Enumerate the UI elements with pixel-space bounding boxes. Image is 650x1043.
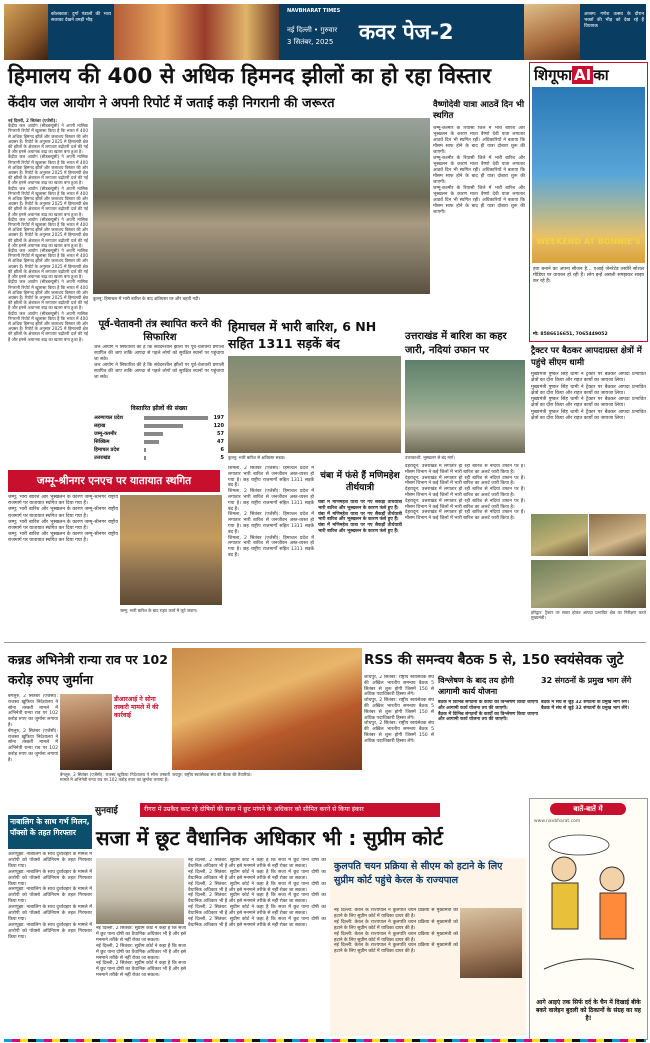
- dhami-photo-2: [589, 514, 646, 556]
- dhami-photo-3: [531, 560, 646, 608]
- ranya-text: बेंगलुरु, 2 सितंबर (एजेंसी): राजस्व खुफिया निदेशालय ने सोना तस्करी मामले में अभिनेत्री रान्या राव पर 102 करोड़ रुपए का जुर्माना लगाया है।: [8, 694, 58, 728]
- minor-text: अलप्पुझा: नाबालिग के साथ दुर्व्यवहार के मामले में आरोपी को पॉक्सो अधिनियम के तहत गिरफ्तार किया गया।: [8, 852, 92, 869]
- ai-ad: [529, 62, 648, 342]
- jammu-text-2: जम्मू: भारी बारिश और भूस्खलन के कारण जम्मू-श्रीनगर राष्ट्रीय राजमार्ग पर यातायात स्थगित कर दिया गया है।: [8, 507, 118, 519]
- ticker-text: रीगरा में उम्रकैद काट रहे दोषियों की सजा में छूट मांगने के अधिकार को सीमित करने से किया इंकार: [140, 803, 440, 817]
- paper-name: NAVBHARAT TIMES: [287, 8, 341, 14]
- lake-table-row: [94, 454, 224, 462]
- lake-table-title: विस्तारित झीलों की संख्या: [130, 405, 188, 412]
- lake-table-row: [94, 438, 224, 446]
- dhami-text-4: मुख्यमंत्री पुष्कर सिंह धामी ने ट्रैक्टर पर बैठकर आपदा प्रभावित क्षेत्रों का दौरा किया और राहत कार्यों का जायजा लिया।: [531, 409, 646, 422]
- rss-text-3: जोधपुर, 2 सितंबर: राष्ट्रीय स्वयंसेवक संघ की अखिल भारतीय समन्वय बैठक 5 सितंबर से शुरू होगी जिसमें 150 से अधिक पदाधिकारी हिस्सा लेंगे।: [364, 721, 434, 744]
- lead-body-text-5: केंद्रीय जल आयोग (सीडब्ल्यूसी) ने अपनी मासिक निगरानी रिपोर्ट में खुलासा किया है कि भारत में 400 से अधिक हिमनद झीलें और जलाशय विस्तार की ओर अग्रसर हैं। रिपोर्ट के अनुसार 2025 में हिमालयी क्षेत्र की झीलों के क्षेत्रफल में लगातार बढ़ोतरी दर्ज की गई है और इनसे अचानक बाढ़ का खतरा बना हुआ है।: [8, 248, 88, 280]
- jammu-headline: जम्मू-श्रीनगर एनएच पर यातायात स्थगित: [8, 470, 220, 492]
- masthead-left-text: कोलकाता: दुर्गा पंडालों की भव्य सजावट देखने उमड़ी भीड़: [51, 12, 111, 23]
- supreme-text: नई दिल्ली, 2 सितंबर: सुप्रीम कोर्ट ने कहा है कि सजा में छूट पाना दोषी का वैधानिक अधिकार भी है और इसे मनमाने तरीके से नहीं रोका जा सकता।: [96, 926, 186, 943]
- himachal-text-2: शिमला, 2 सितंबर (एजेंसी): हिमाचल प्रदेश में लगातार भारी बारिश से जनजीवन अस्त-व्यस्त हो गया है। छह राष्ट्रीय राजमार्गों सहित 1311 सड़कें बंद हैं।: [228, 489, 314, 512]
- early-warning-text-2: जल आयोग ने सिफारिश की है कि संवेदनशील झीलों पर पूर्व-चेतावनी प्रणाली स्थापित की जाए ताकि आपदा से पहले लोगों को सुरक्षित स्थानों पर पहुंचाया जा सके।: [94, 363, 224, 380]
- ranya-photo: [60, 694, 112, 770]
- early-warning-headline: पूर्व-चेतावनी तंत्र स्थापित करने की सिफारिश: [98, 319, 222, 343]
- dhami-body: [531, 372, 646, 512]
- rss-headline: RSS की समन्वय बैठक 5 से, 150 स्वयंसेवक जुटे: [364, 652, 624, 668]
- supreme-body: [96, 926, 186, 1036]
- ad-brand: [534, 65, 609, 85]
- supreme-court-photo: [96, 858, 184, 924]
- masthead-crowd-photo: [114, 4, 279, 60]
- dhami-caption: हरिद्वार: ट्रैक्टर पर सवार होकर आपदा प्रभावित क्षेत्र का निरीक्षण करते मुख्यमंत्री।: [531, 610, 646, 621]
- edition: नई दिल्ली • गुरुवार: [287, 26, 338, 34]
- ad-body: हवा बनाने का अपना सीजन है... एआई जेनरेटेड तस्वीरें सोशल मीडिया पर वायरल हो रही हैं। लोग इन्हें असली समझकर साझा कर रहे हैं।: [533, 267, 644, 285]
- vishleshan-text: बैठक में विभिन्न संगठनों के कार्यों का विश्लेषण किया जाएगा और आगामी कार्य योजना तय की जाएगी।: [438, 700, 538, 711]
- early-warning-text: जल आयोग ने सिफारिश की है कि संवेदनशील झीलों पर पूर्व-चेतावनी प्रणाली स्थापित की जाए ताकि आपदा से पहले लोगों को सुरक्षित स्थानों पर पहुंचाया जा सके।: [94, 345, 224, 362]
- supreme-text-9: नई दिल्ली, 2 सितंबर: सुप्रीम कोर्ट ने कहा है कि सजा में छूट पाना दोषी का वैधानिक अधिकार भी है और इसे मनमाने तरीके से नहीं रोका जा सकता।: [188, 917, 326, 928]
- lake-table-bar: [144, 440, 159, 444]
- uttarakhand-photo: [405, 360, 525, 453]
- ranya-text-2: बेंगलुरु, 2 सितंबर (एजेंसी): राजस्व खुफिया निदेशालय ने सोना तस्करी मामले में अभिनेत्री रान्या राव पर 102 करोड़ रुपए का जुर्माना लगाया है।: [8, 728, 58, 763]
- footer-site: www.navbharat.com: [534, 819, 581, 824]
- jammu-photo: [120, 495, 222, 605]
- ad-poster: [532, 87, 645, 263]
- lake-table-label: हिमाचल प्रदेश: [94, 447, 120, 453]
- issue-date: 3 सितंबर, 2025: [287, 38, 334, 46]
- vishleshan-text-2: बैठक में विभिन्न संगठनों के कार्यों का विश्लेषण किया जाएगा और आगामी कार्य योजना तय की जाएगी।: [438, 711, 538, 723]
- kerala-text-2: नई दिल्ली: केरल के राज्यपाल ने कुलपति चयन प्रक्रिया से मुख्यमंत्री को हटाने के लिए सुप्रीम कोर्ट में याचिका दायर की है।: [334, 919, 458, 931]
- page-title: कवर पेज-2: [359, 20, 454, 44]
- minor-text-2: अलप्पुझा: नाबालिग के साथ दुर्व्यवहार के मामले में आरोपी को पॉक्सो अधिनियम के तहत गिरफ्तार किया गया।: [8, 869, 92, 887]
- uttarakhand-caption: उत्तरकाशी: भूस्खलन से बंद मार्ग।: [405, 455, 455, 460]
- kerala-headline: कुलपति चयन प्रक्रिया से सीएम को हटाने के लिए सुप्रीम कोर्ट पहुंचे केरल के राज्यपाल: [334, 861, 503, 886]
- rss-text: जोधपुर, 2 सितंबर: राष्ट्रीय स्वयंसेवक संघ की अखिल भारतीय समन्वय बैठक 5 सितंबर से शुरू होगी जिसमें 150 से अधिक पदाधिकारी हिस्सा लेंगे।: [364, 675, 434, 698]
- lake-table-label: अरुणाचल प्रदेश: [94, 415, 123, 421]
- cartoon-box: [529, 798, 648, 1040]
- dhami-text-3: मुख्यमंत्री पुष्कर सिंह धामी ने ट्रैक्टर पर बैठकर आपदा प्रभावित क्षेत्रों का दौरा किया और राहत कार्यों का जायजा लिया।: [531, 397, 646, 409]
- lake-table-label: सिक्किम: [94, 439, 110, 445]
- lake-table-label: उत्तराखंड: [94, 455, 111, 461]
- dhami-text-2: मुख्यमंत्री पुष्कर सिंह धामी ने ट्रैक्टर पर बैठकर आपदा प्रभावित क्षेत्रों का दौरा किया और राहत कार्यों का जायजा लिया।: [531, 384, 646, 396]
- ad-brand-end: का: [593, 66, 609, 84]
- lake-table-label: लद्दाख: [94, 423, 106, 429]
- chamba-text-3: चंबा में मणिमहेश यात्रा पर गए सैकड़ों तीर्थयात्री भारी बारिश और भूस्खलन के कारण फंसे हुए हैं।: [318, 523, 402, 534]
- lake-table-value: 6: [220, 447, 224, 453]
- lake-table: [94, 404, 224, 466]
- rss-photo: [172, 648, 362, 770]
- uttarakhand-text: देहरादून: उत्तराखंड में लगातार हो रही बारिश से नदियां उफान पर हैं। मौसम विभाग ने कई जिलों में भारी बारिश का अलर्ट जारी किया है।: [405, 464, 525, 475]
- lake-table-value: 5: [220, 455, 224, 461]
- ad-brand-ai: AI: [573, 66, 592, 84]
- minor-headline: नाबालिग के साथ गर्भ मिलन, पॉक्सो के तहत गिरफ्तार: [8, 815, 92, 849]
- kerala-body: [334, 908, 458, 1032]
- kerala-photo: [460, 908, 522, 978]
- lead-body-text-7: केंद्रीय जल आयोग (सीडब्ल्यूसी) ने अपनी मासिक निगरानी रिपोर्ट में खुलासा किया है कि भारत में 400 से अधिक हिमनद झीलें और जलाशय विस्तार की ओर अग्रसर हैं। रिपोर्ट के अनुसार 2025 में हिमालयी क्षेत्र की झीलों के क्षेत्रफल में लगातार बढ़ोतरी दर्ज की गई है और इनसे अचानक बाढ़ का खतरा बना हुआ है।: [8, 310, 88, 342]
- himachal-text: शिमला, 2 सितंबर (एजेंसी): हिमाचल प्रदेश में लगातार भारी बारिश से जनजीवन अस्त-व्यस्त हो गया है। छह राष्ट्रीय राजमार्गों सहित 1311 सड़कें बंद हैं।: [228, 466, 314, 489]
- himachal-text-3: शिमला, 2 सितंबर (एजेंसी): हिमाचल प्रदेश में लगातार भारी बारिश से जनजीवन अस्त-व्यस्त हो गया है। छह राष्ट्रीय राजमार्गों सहित 1311 सड़कें बंद हैं।: [228, 512, 314, 535]
- rss-caption: जयपुर: राष्ट्रीय स्वयंसेवक संघ की बैठक की तैयारियां।: [172, 772, 252, 777]
- uttarakhand-text-2: देहरादून: उत्तराखंड में लगातार हो रही बारिश से नदियां उफान पर हैं। मौसम विभाग ने कई जिलों में भारी बारिश का अलर्ट जारी किया है।: [405, 475, 525, 487]
- cartoon-caption: आगे आइएं तक सिर्फ दर्द के चैन में दिखाई बीके बकरे वालेइन बुदली को ठिकानों के संग्रह का यह है!: [536, 999, 641, 1022]
- supreme-text-6: नई दिल्ली, 2 सितंबर: सुप्रीम कोर्ट ने कहा है कि सजा में छूट पाना दोषी का वैधानिक अधिकार भी है और इसे मनमाने तरीके से नहीं रोका जा सकता।: [188, 881, 326, 893]
- vishleshan-headline: विश्लेषण के बाद तय होगी आगामी कार्य योजना: [438, 676, 514, 696]
- dhami-photo-1: [531, 514, 588, 556]
- lake-table-bar: [144, 448, 146, 452]
- lead-subhead: केंदीय जल आयोग ने अपनी रिपोर्ट में जताई कड़ी निगरानी की जरूरत: [8, 96, 335, 111]
- lead-body-text-2: केंद्रीय जल आयोग (सीडब्ल्यूसी) ने अपनी मासिक निगरानी रिपोर्ट में खुलासा किया है कि भारत में 400 से अधिक हिमनद झीलें और जलाशय विस्तार की ओर अग्रसर हैं। रिपोर्ट के अनुसार 2025 में हिमालयी क्षेत्र की झीलों के क्षेत्रफल में लगातार बढ़ोतरी दर्ज की गई है और इनसे अचानक बाढ़ का खतरा बना हुआ है।: [8, 154, 88, 186]
- masthead-right-photo: [524, 4, 580, 60]
- uttarakhand-headline: उत्तराखंड में बारिश का कहर जारी, नदियां उफान पर: [405, 331, 507, 356]
- himachal-text-4: शिमला, 2 सितंबर (एजेंसी): हिमाचल प्रदेश में लगातार भारी बारिश से जनजीवन अस्त-व्यस्त हो गया है। छह राष्ट्रीय राजमार्गों सहित 1311 सड़कें बंद हैं।: [228, 535, 314, 558]
- lead-photo: [93, 118, 430, 294]
- ranya-inset: डीआरआई ने सोना तस्करी मामले में की कार्रवाई: [114, 696, 159, 719]
- masthead: [4, 4, 646, 60]
- himachal-photo: [228, 356, 401, 453]
- side-body-text-3: जम्मू-कश्मीर के रियासी जिले में भारी बारिश और भूस्खलन के कारण माता वैष्णो देवी यात्रा लगातार आठवें दिन भी स्थगित रही। अधिकारियों ने बताया कि मौसम साफ होने के बाद ही यात्रा दोबारा शुरू की जाएगी।: [433, 186, 525, 215]
- kerala-text-4: नई दिल्ली: केरल के राज्यपाल ने कुलपति चयन प्रक्रिया से मुख्यमंत्री को हटाने के लिए सुप्रीम कोर्ट में याचिका दायर की है।: [334, 943, 458, 955]
- cartoon-title: बातें-बातें में: [550, 803, 626, 815]
- ranya-body: [8, 694, 58, 809]
- himachal-body: [228, 466, 314, 636]
- jammu-body: [8, 495, 118, 635]
- ad-poster-text: WEEKEND AT BONNIE'S: [536, 237, 641, 246]
- masthead-left-photo: [4, 4, 48, 60]
- ranya-headline: कन्नड अभिनेत्री रान्या राव पर 102 करोड़ रुपए जुर्माना: [8, 652, 168, 687]
- masthead-right-text: आश्रम: गणेश उत्सव के दौरान भक्तों की भीड़ को देख रहे हैं विधायक: [584, 12, 644, 29]
- registration-strip: [4, 1039, 646, 1042]
- minor-text-3: अलप्पुझा: नाबालिग के साथ दुर्व्यवहार के मामले में आरोपी को पॉक्सो अधिनियम के तहत गिरफ्तार किया गया।: [8, 887, 92, 905]
- supreme-body-2: [188, 858, 326, 1036]
- jammu-text: जम्मू: भारी बारिश और भूस्खलन के कारण जम्मू-श्रीनगर राष्ट्रीय राजमार्ग पर यातायात स्थगित कर दिया गया है।: [8, 495, 118, 507]
- lead-body-text: केंद्रीय जल आयोग (सीडब्ल्यूसी) ने अपनी मासिक निगरानी रिपोर्ट में खुलासा किया है कि भारत में 400 से अधिक हिमनद झीलें और जलाशय विस्तार की ओर अग्रसर हैं। रिपोर्ट के अनुसार 2025 में हिमालयी क्षेत्र की झीलों के क्षेत्रफल में लगातार बढ़ोतरी दर्ज की गई है और इनसे अचानक बाढ़ का खतरा बना हुआ है।: [8, 123, 88, 155]
- lead-body-text-3: केंद्रीय जल आयोग (सीडब्ल्यूसी) ने अपनी मासिक निगरानी रिपोर्ट में खुलासा किया है कि भारत में 400 से अधिक हिमनद झीलें और जलाशय विस्तार की ओर अग्रसर हैं। रिपोर्ट के अनुसार 2025 में हिमालयी क्षेत्र की झीलों के क्षेत्रफल में लगातार बढ़ोतरी दर्ज की गई है और इनसे अचानक बाढ़ का खतरा बना हुआ है।: [8, 185, 88, 217]
- supreme-text-7: नई दिल्ली, 2 सितंबर: सुप्रीम कोर्ट ने कहा है कि सजा में छूट पाना दोषी का वैधानिक अधिकार भी है और इसे मनमाने तरीके से नहीं रोका जा सकता।: [188, 893, 326, 905]
- thirtytwo-headline: 32 संगठनों के प्रमुख भाग लेंगे: [541, 676, 632, 685]
- side-body: [433, 126, 525, 318]
- side-body-text: जम्मू-कश्मीर के रियासी जिले में भारी बारिश और भूस्खलन के कारण माता वैष्णो देवी यात्रा लगातार आठवें दिन भी स्थगित रही। अधिकारियों ने बताया कि मौसम साफ होने के बाद ही यात्रा दोबारा शुरू की जाएगी।: [433, 126, 525, 155]
- supreme-text-8: नई दिल्ली, 2 सितंबर: सुप्रीम कोर्ट ने कहा है कि सजा में छूट पाना दोषी का वैधानिक अधिकार भी है और इसे मनमाने तरीके से नहीं रोका जा सकता।: [188, 905, 326, 917]
- chamba-text: चंबा में मणिमहेश यात्रा पर गए सैकड़ों तीर्थयात्री भारी बारिश और भूस्खलन के कारण फंसे हुए हैं।: [318, 500, 402, 511]
- supreme-text-4: नई दिल्ली, 2 सितंबर: सुप्रीम कोर्ट ने कहा है कि सजा में छूट पाना दोषी का वैधानिक अधिकार भी है और इसे मनमाने तरीके से नहीं रोका जा सकता।: [188, 858, 326, 869]
- dhami-headline: ट्रैक्टर पर बैठकर आपदाग्रस्त क्षेत्रों में पहुंचे सीएम धामी: [531, 346, 642, 368]
- uttarakhand-text-5: देहरादून: उत्तराखंड में लगातार हो रही बारिश से नदियां उफान पर हैं। मौसम विभाग ने कई जिलों में भारी बारिश का अलर्ट जारी किया है।: [405, 510, 525, 522]
- ranya-text-3: बेंगलुरु, 2 सितंबर (एजेंसी): राजस्व खुफिया निदेशालय ने सोना तस्करी मामले में अभिनेत्री रान्या राव पर 102 करोड़ रुपए का जुर्माना लगाया है।: [60, 772, 170, 783]
- minor-text-5: अलप्पुझा: नाबालिग के साथ दुर्व्यवहार के मामले में आरोपी को पॉक्सो अधिनियम के तहत गिरफ्तार किया गया।: [8, 922, 92, 940]
- lead-body: [8, 118, 88, 440]
- supreme-text-5: नई दिल्ली, 2 सितंबर: सुप्रीम कोर्ट ने कहा है कि सजा में छूट पाना दोषी का वैधानिक अधिकार भी है और इसे मनमाने तरीके से नहीं रोका जा सकता।: [188, 869, 326, 881]
- uttarakhand-text-4: देहरादून: उत्तराखंड में लगातार हो रही बारिश से नदियां उफान पर हैं। मौसम विभाग ने कई जिलों में भारी बारिश का अलर्ट जारी किया है।: [405, 498, 525, 510]
- lake-table-label: जम्मू-कश्मीर: [94, 431, 117, 437]
- lake-table-value: 120: [213, 423, 224, 429]
- minor-text-4: अलप्पुझा: नाबालिग के साथ दुर्व्यवहार के मामले में आरोपी को पॉक्सो अधिनियम के तहत गिरफ्तार किया गया।: [8, 905, 92, 922]
- rss-text-2: जोधपुर, 2 सितंबर: राष्ट्रीय स्वयंसेवक संघ की अखिल भारतीय समन्वय बैठक 5 सितंबर से शुरू होगी जिसमें 150 से अधिक पदाधिकारी हिस्सा लेंगे।: [364, 698, 434, 721]
- lake-table-bar: [144, 424, 183, 428]
- himachal-caption: कुल्लू: भारी बारिश से क्षतिग्रस्त सड़क।: [228, 455, 286, 460]
- supreme-text-2: नई दिल्ली, 2 सितंबर: सुप्रीम कोर्ट ने कहा है कि सजा में छूट पाना दोषी का वैधानिक अधिकार भी है और इसे मनमाने तरीके से नहीं रोका जा सकता।: [96, 943, 186, 961]
- jammu-caption: जम्मू: भारी बारिश के बाद राहत कार्य में जुटे जवान।: [120, 608, 198, 613]
- ticker-label: सुनवाई: [95, 806, 118, 816]
- lake-table-bar: [144, 456, 146, 460]
- kerala-text-3: नई दिल्ली: केरल के राज्यपाल ने कुलपति चयन प्रक्रिया से मुख्यमंत्री को हटाने के लिए सुप्रीम कोर्ट में याचिका दायर की है।: [334, 931, 458, 943]
- thirtytwo-body: [541, 700, 646, 782]
- lead-dateline: नई दिल्ली, 2 सितंबर (एजेंसी):: [8, 118, 58, 123]
- lake-table-bar: [144, 432, 163, 436]
- early-warning-body: [94, 345, 224, 401]
- thirtytwo-text: बैठक में संघ से जुड़े 32 संगठनों के प्रमुख भाग लेंगे।: [541, 700, 629, 705]
- side-headline: वैष्णोदेवी यात्रा आठवें दिन भी स्थगित: [433, 100, 525, 121]
- ad-brand-text: शिगूफा: [534, 66, 572, 84]
- lake-table-bar: [144, 416, 208, 420]
- lead-body-text-6: केंद्रीय जल आयोग (सीडब्ल्यूसी) ने अपनी मासिक निगरानी रिपोर्ट में खुलासा किया है कि भारत में 400 से अधिक हिमनद झीलें और जलाशय विस्तार की ओर अग्रसर हैं। रिपोर्ट के अनुसार 2025 में हिमालयी क्षेत्र की झीलों के क्षेत्रफल में लगातार बढ़ोतरी दर्ज की गई है और इनसे अचानक बाढ़ का खतरा बना हुआ है।: [8, 279, 88, 311]
- vishleshan-body: [438, 700, 538, 782]
- lake-table-value: 47: [217, 439, 224, 445]
- lake-table-value: 57: [217, 431, 224, 437]
- uttarakhand-text-3: देहरादून: उत्तराखंड में लगातार हो रही बारिश से नदियां उफान पर हैं। मौसम विभाग ने कई जिलों में भारी बारिश का अलर्ट जारी किया है।: [405, 487, 525, 498]
- thirtytwo-text-2: बैठक में संघ से जुड़े 32 संगठनों के प्रमुख भाग लेंगे।: [541, 705, 629, 711]
- chamba-text-2: चंबा में मणिमहेश यात्रा पर गए सैकड़ों तीर्थयात्री भारी बारिश और भूस्खलन के कारण फंसे हुए हैं।: [318, 511, 402, 523]
- lake-table-row: [94, 414, 224, 422]
- lake-table-row: [94, 446, 224, 454]
- lead-photo-caption: कुल्लू: हिमाचल में भारी बारिश के बाद क्षतिग्रस्त घर और बहती नदी।: [93, 297, 201, 302]
- dhami-text: मुख्यमंत्री पुष्कर सिंह धामी ने ट्रैक्टर पर बैठकर आपदा प्रभावित क्षेत्रों का दौरा किया और राहत कार्यों का जायजा लिया।: [531, 372, 646, 384]
- lead-body-text-4: केंद्रीय जल आयोग (सीडब्ल्यूसी) ने अपनी मासिक निगरानी रिपोर्ट में खुलासा किया है कि भारत में 400 से अधिक हिमनद झीलें और जलाशय विस्तार की ओर अग्रसर हैं। रिपोर्ट के अनुसार 2025 में हिमालयी क्षेत्र की झीलों के क्षेत्रफल में लगातार बढ़ोतरी दर्ज की गई है और इनसे अचानक बाढ़ का खतरा बना हुआ है।: [8, 216, 88, 248]
- jammu-text-4: जम्मू: भारी बारिश और भूस्खलन के कारण जम्मू-श्रीनगर राष्ट्रीय राजमार्ग पर यातायात स्थगित कर दिया गया है।: [8, 532, 118, 544]
- supreme-headline: सजा में छूट वैधानिक अधिकार भी : सुप्रीम कोर्ट: [96, 826, 443, 850]
- ad-contact: मो: 8586616651, 7065449052: [533, 332, 608, 337]
- kerala-box: [330, 858, 526, 1036]
- lake-table-row: [94, 422, 224, 430]
- chamba-headline: चंबा में फंसे हैं मणिमहेश तीर्थयात्री: [320, 471, 400, 493]
- uttarakhand-body: [405, 464, 525, 634]
- chamba-body: [318, 500, 402, 635]
- minor-body: [8, 852, 92, 1036]
- cartoon-drawing: [534, 829, 643, 994]
- side-body-text-2: जम्मू-कश्मीर के रियासी जिले में भारी बारिश और भूस्खलन के कारण माता वैष्णो देवी यात्रा लगातार आठवें दिन भी स्थगित रही। अधिकारियों ने बताया कि मौसम साफ होने के बाद ही यात्रा दोबारा शुरू की जाएगी।: [433, 156, 525, 185]
- rss-body: [364, 675, 434, 775]
- kerala-text: नई दिल्ली: केरल के राज्यपाल ने कुलपति चयन प्रक्रिया से मुख्यमंत्री को हटाने के लिए सुप्रीम कोर्ट में याचिका दायर की है।: [334, 908, 458, 919]
- lake-table-value: 197: [213, 415, 224, 421]
- jammu-text-3: जम्मू: भारी बारिश और भूस्खलन के कारण जम्मू-श्रीनगर राष्ट्रीय राजमार्ग पर यातायात स्थगित कर दिया गया है।: [8, 519, 118, 532]
- lead-headline: हिमालय की 400 से अधिक हिमनद झीलों का हो रहा विस्तार: [8, 64, 492, 89]
- supreme-text-3: नई दिल्ली, 2 सितंबर: सुप्रीम कोर्ट ने कहा है कि सजा में छूट पाना दोषी का वैधानिक अधिकार भी है और इसे मनमाने तरीके से नहीं रोका जा सकता।: [96, 961, 186, 979]
- himachal-headline: हिमाचल में भारी बारिश, 6 NH सहित 1311 सड़कें बंद: [228, 319, 377, 351]
- lake-table-row: [94, 430, 224, 438]
